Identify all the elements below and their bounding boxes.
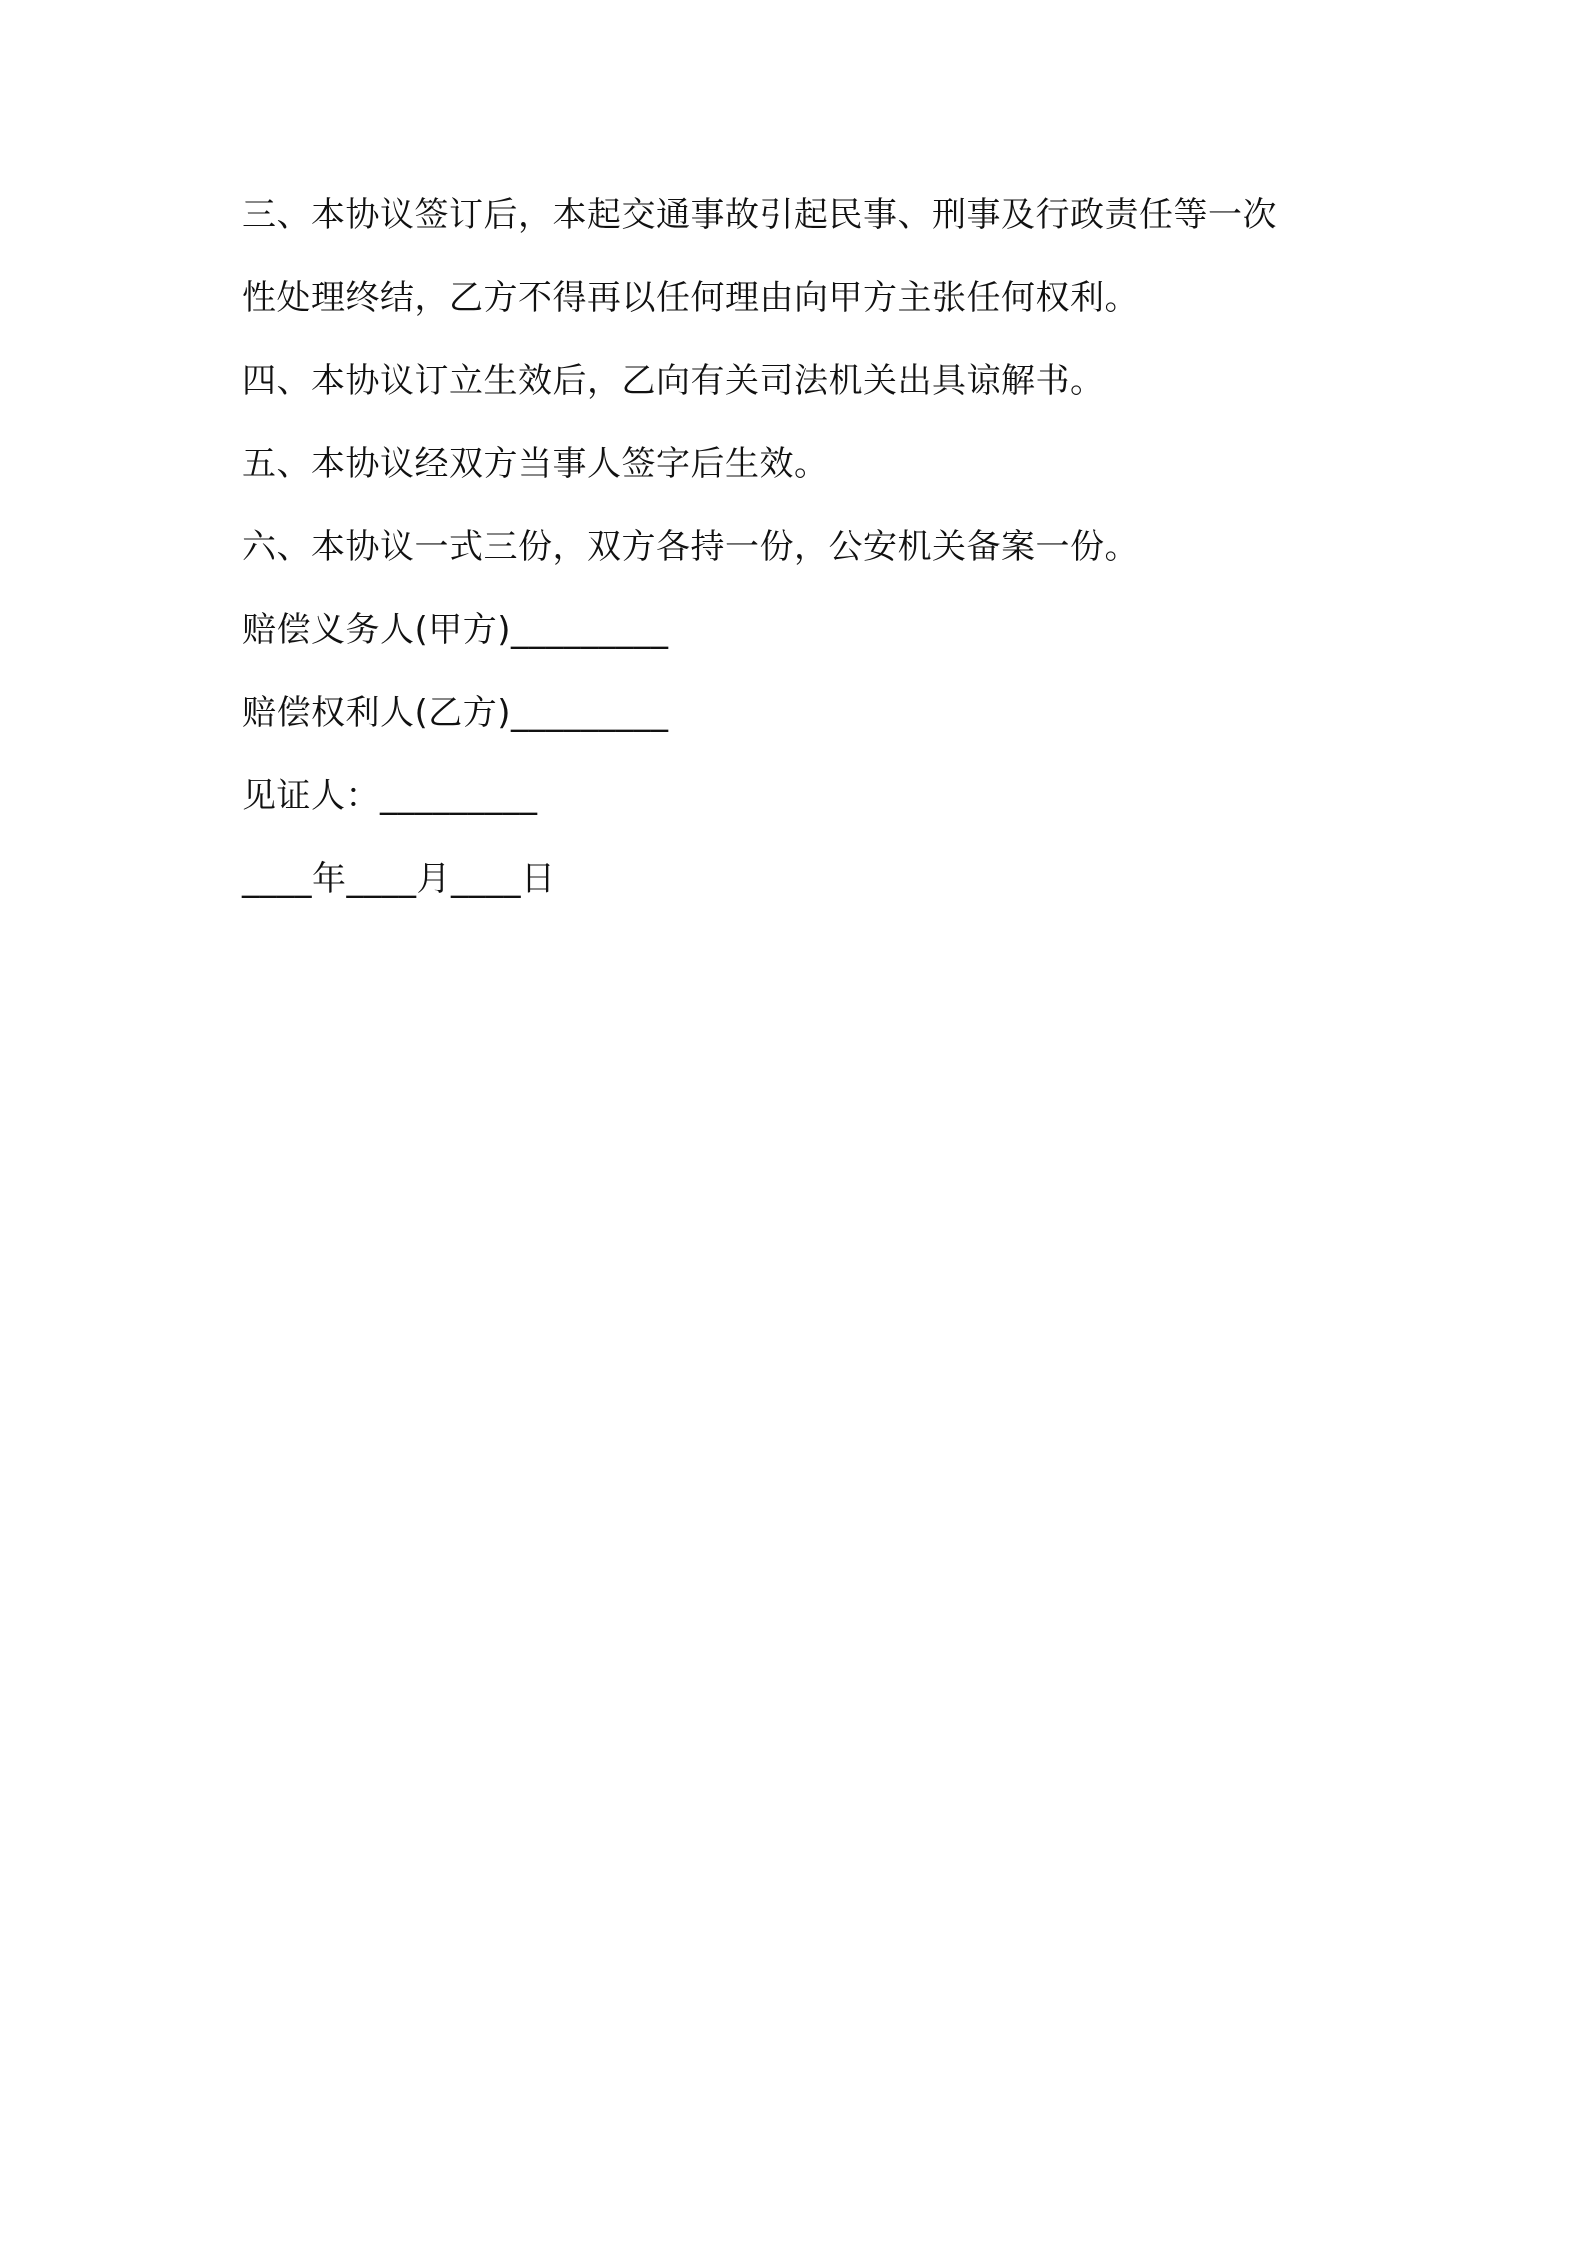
clause-4: 四、本协议订立生效后，乙向有关司法机关出具谅解书。 bbox=[242, 361, 1105, 401]
signature-date: ____年____月____日 bbox=[242, 859, 556, 899]
signature-obligor: 赔偿义务人(甲方)_________ bbox=[242, 610, 669, 650]
clause-5: 五、本协议经双方当事人签字后生效。 bbox=[242, 444, 829, 484]
signature-witness: 见证人：_________ bbox=[242, 776, 538, 816]
clause-6: 六、本协议一式三份，双方各持一份，公安机关备案一份。 bbox=[242, 527, 1139, 567]
document-body bbox=[242, 194, 1362, 941]
signature-obligee: 赔偿权利人(乙方)_________ bbox=[242, 693, 669, 733]
clause-3-line-2: 性处理终结，乙方不得再以任何理由向甲方主张任何权利。 bbox=[242, 278, 1139, 318]
clause-3-line-1: 三、本协议签订后，本起交通事故引起民事、刑事及行政责任等一次 bbox=[242, 195, 1277, 235]
